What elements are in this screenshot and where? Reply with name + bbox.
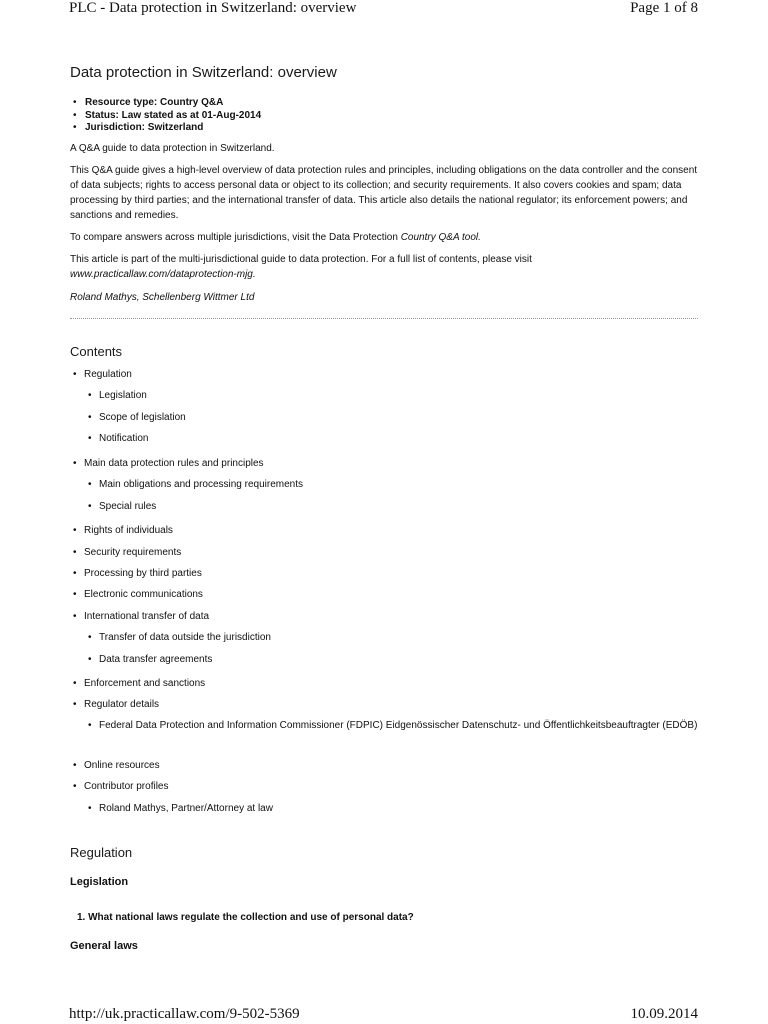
page-header: [69, 0, 698, 22]
footer-url: http://uk.practicallaw.com/9-502-5369: [69, 1006, 300, 1022]
page-number: Page 1 of 8: [630, 0, 698, 16]
contents-item[interactable]: • Special rules: [70, 500, 710, 513]
author-line: Roland Mathys, Schellenberg Wittmer Ltd: [70, 291, 255, 303]
contents-item[interactable]: • Scope of legislation: [70, 411, 710, 424]
meta-resource-type: • Resource type: Country Q&A: [70, 97, 700, 110]
contents-item[interactable]: • Notification: [70, 432, 710, 445]
contents-item[interactable]: • Regulator details: [70, 698, 710, 711]
contents-item[interactable]: • Roland Mathys, Partner/Attorney at law: [70, 802, 710, 815]
regulation-heading: Regulation: [70, 845, 133, 860]
article-title: Data protection in Switzerland: overview: [70, 64, 337, 81]
contents-item[interactable]: • Rights of individuals: [70, 524, 710, 537]
intro-paragraph: A Q&A guide to data protection in Switzerland.: [70, 142, 275, 154]
article: [70, 64, 700, 319]
contents-item[interactable]: • Contributor profiles: [70, 780, 710, 793]
contents-item[interactable]: • Data transfer agreements: [70, 653, 710, 666]
contents-item[interactable]: • Online resources: [70, 759, 710, 772]
guide-link[interactable]: www.practicallaw.com/dataprotection-mjg.: [70, 268, 256, 280]
footer-date: 10.09.2014: [630, 1006, 698, 1022]
contents-item[interactable]: • Federal Data Protection and Information Commissioner (FDPIC) Eidgenössischer Datenschutz- und Öffentlichkeitsbeauftragter (EDÖB): [70, 719, 710, 732]
contents-item[interactable]: • Electronic communications: [70, 588, 710, 601]
header-title: PLC - Data protection in Switzerland: overview: [69, 0, 357, 16]
contents-item[interactable]: • Legislation: [70, 389, 710, 402]
compare-text: To compare answers across multiple jurisdictions, visit the Data Protection: [70, 231, 401, 243]
contents-item[interactable]: • International transfer of data: [70, 610, 710, 623]
compare-paragraph: [70, 230, 700, 245]
meta-status: • Status: Law stated as at 01-Aug-2014: [70, 110, 700, 123]
contents-heading: Contents: [70, 344, 123, 359]
contents-item[interactable]: • Main obligations and processing requirements: [70, 478, 710, 491]
meta-jurisdiction: • Jurisdiction: Switzerland: [70, 122, 700, 135]
general-laws-heading: General laws: [70, 940, 138, 952]
contents-item[interactable]: • Processing by third parties: [70, 567, 710, 580]
contents-item[interactable]: • Security requirements: [70, 546, 710, 559]
contents-item[interactable]: • Transfer of data outside the jurisdiction: [70, 631, 710, 644]
overview-paragraph: This Q&A guide gives a high-level overview of data protection rules and principles, including obligations on the data controller and the consent of data subjects; rights to access personal data or object to its collection; and security requirements. It also covers cookies and spam; data processing by third parties; and the international transfer of data. This article also details the national regulator; its enforcement powers; and sanctions and remedies.: [70, 164, 698, 221]
resource-meta-list: [70, 97, 700, 135]
page-footer: [69, 1006, 698, 1024]
question-1: 1. What national laws regulate the collection and use of personal data?: [77, 912, 414, 923]
country-qa-tool-link[interactable]: Country Q&A tool.: [400, 231, 481, 243]
divider: [70, 318, 698, 319]
part-text: This article is part of the multi-jurisdictional guide to data protection. For a full list of contents, please visit: [70, 253, 532, 265]
legislation-heading: Legislation: [70, 876, 129, 888]
contents-item[interactable]: • Enforcement and sanctions: [70, 677, 710, 690]
part-paragraph: [70, 252, 700, 282]
contents-item[interactable]: • Main data protection rules and principles: [70, 457, 710, 470]
contents-item[interactable]: • Regulation: [70, 368, 710, 381]
